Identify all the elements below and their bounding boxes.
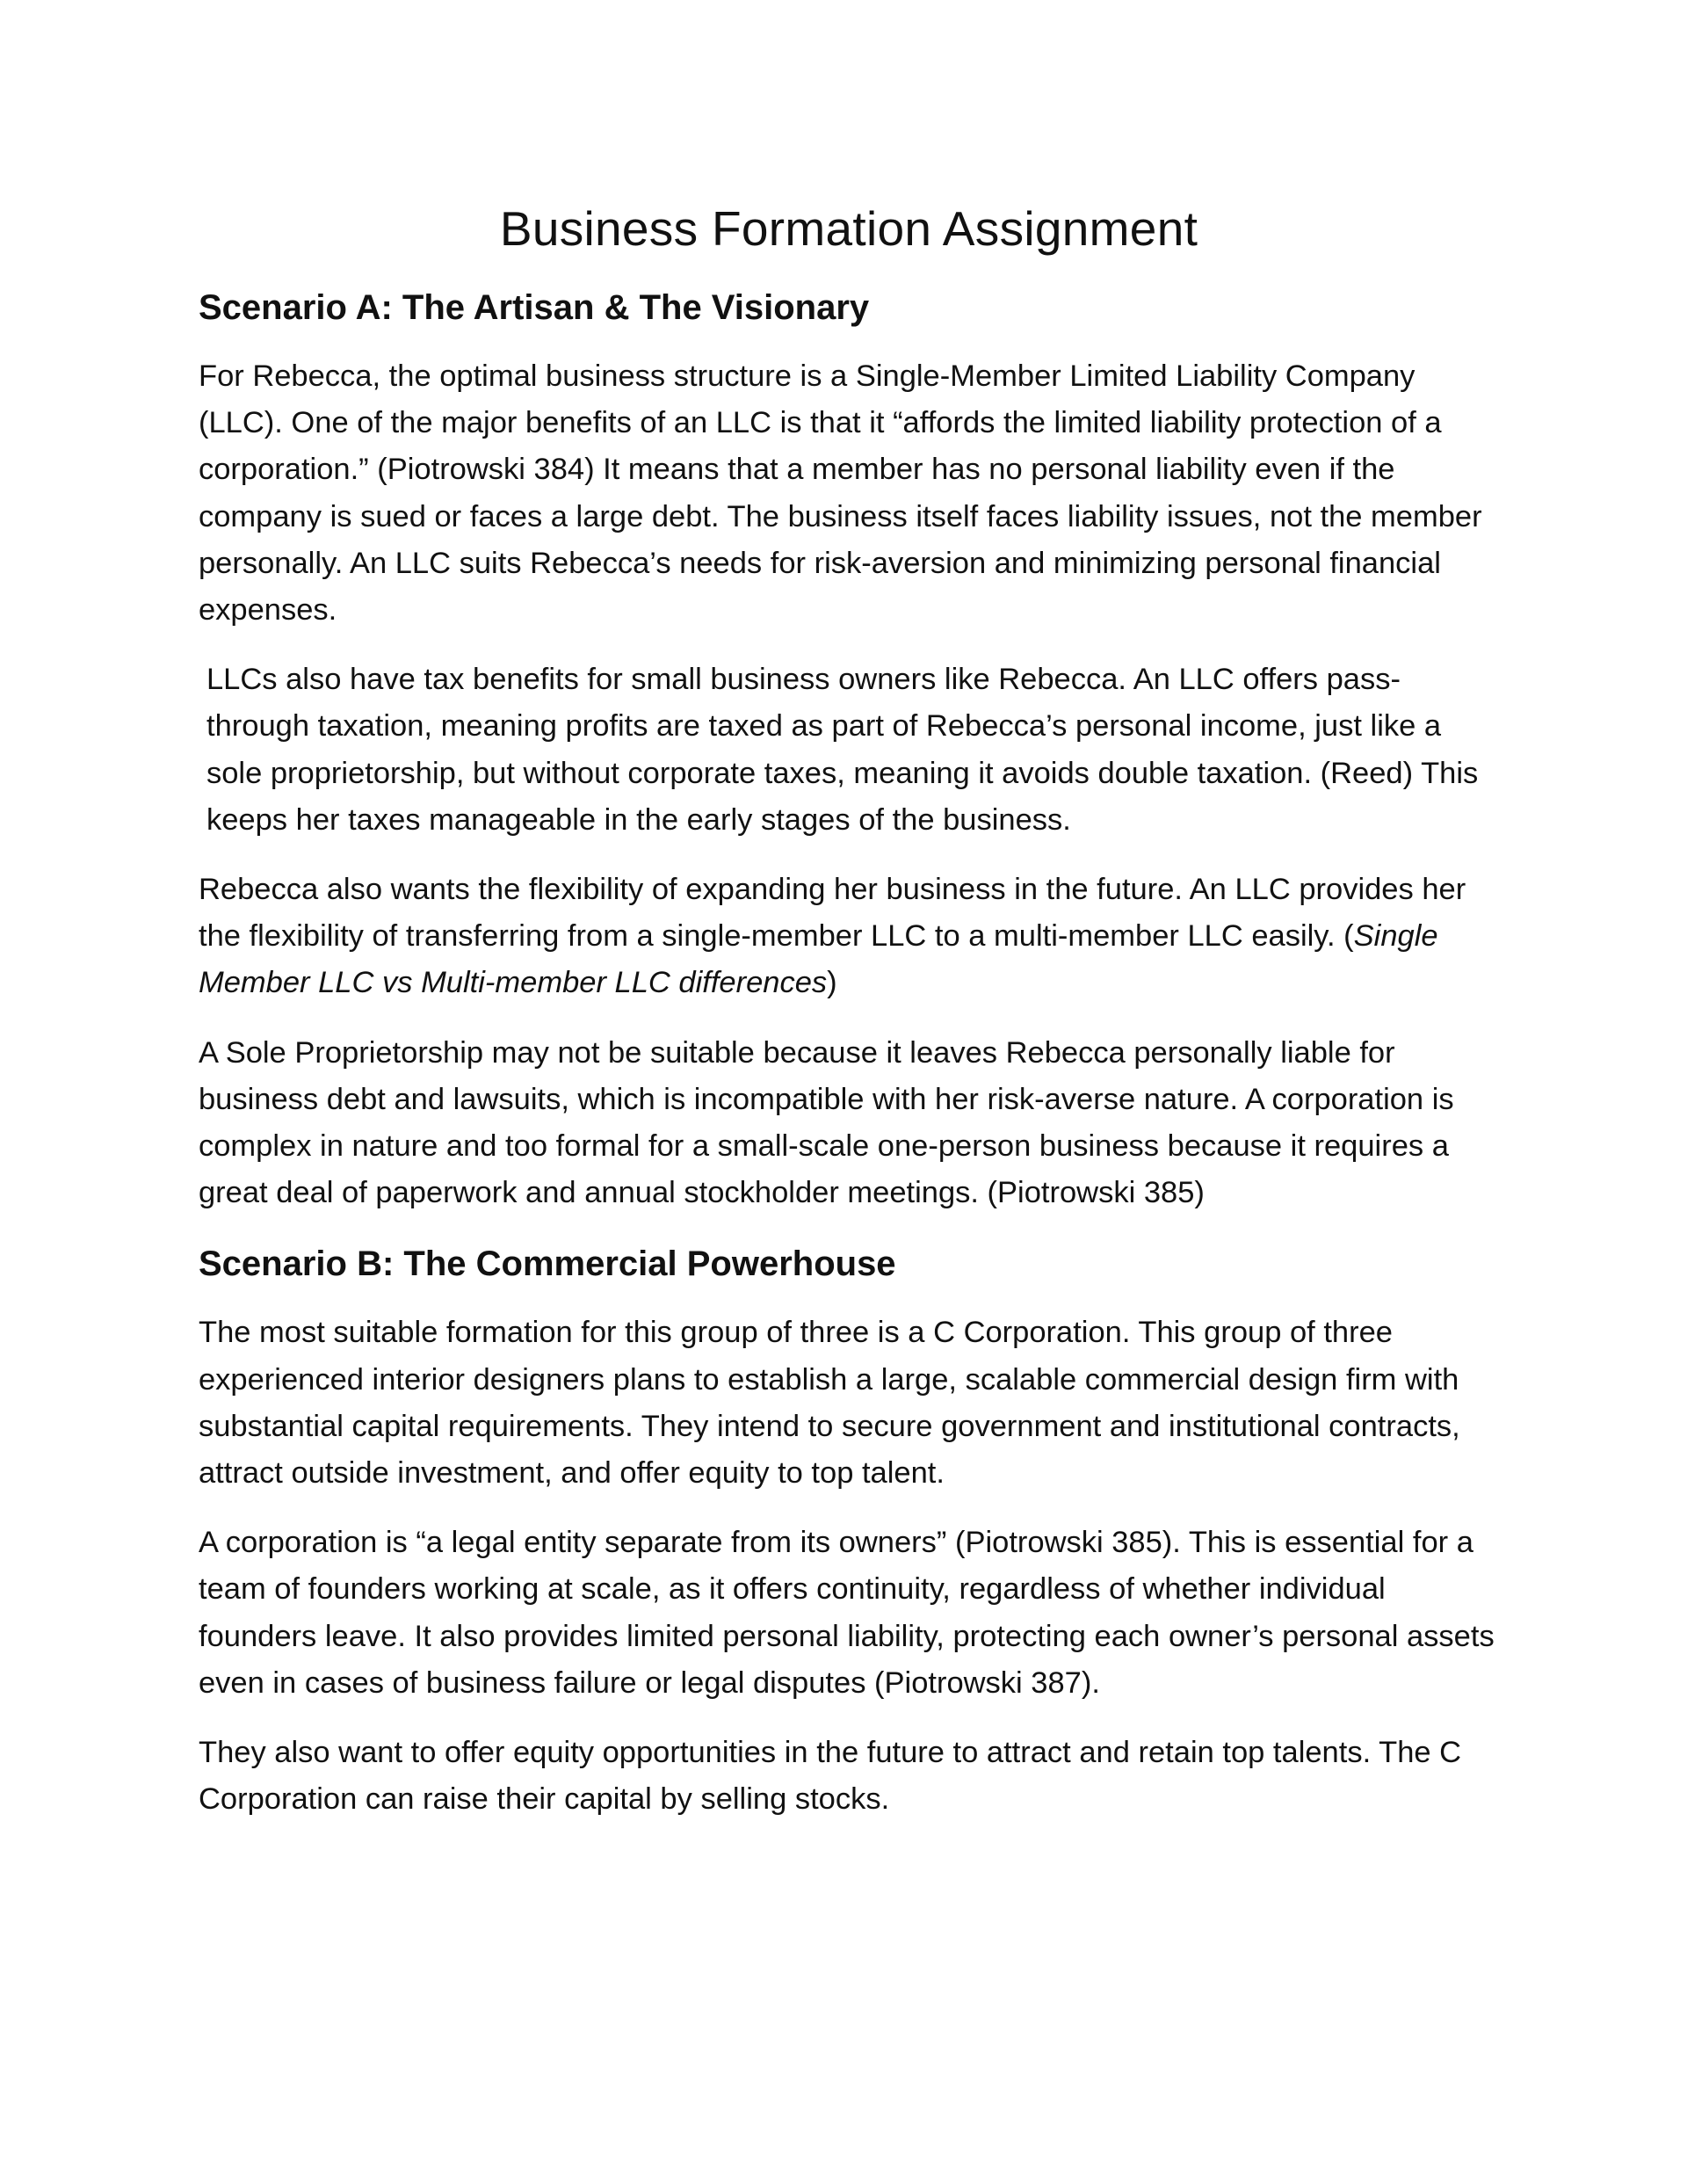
section-heading-scenario-a: Scenario A: The Artisan & The Visionary <box>199 288 870 327</box>
section-heading-scenario-b: Scenario B: The Commercial Powerhouse <box>199 1244 896 1284</box>
paragraph-alternatives: A Sole Proprietorship may not be suitable because it leaves Rebecca personally liable for business debt and lawsuits, which is incompatible with her risk-averse nature. A corporation is complex in nature and too formal for a small-scale one-person business because it requires a great deal of paperwork and annual stockholder meetings. (Piotrowski 385) <box>199 1035 1454 1210</box>
paragraph-text: Rebecca also wants the flexibility of expanding her business in the future. An LLC provides her the flexibility of transferring from a single-member LLC to a multi-member LLC easily. ( <box>199 873 1466 954</box>
document-title: Business Formation Assignment <box>499 201 1198 256</box>
citation-title: Single Member LLC vs Multi-member LLC differences <box>199 919 1438 1000</box>
paragraph-llc-flexibility <box>199 867 1499 1007</box>
paragraph-corporation-definition: A corporation is “a legal entity separate from its owners” (Piotrowski 385). This is essential for a team of founders working at scale, as it offers continuity, regardless of whether individual founders leave. It also provides limited personal liability, protecting each owner’s personal assets even in cases of business failure or legal disputes (Piotrowski 387). <box>199 1526 1495 1700</box>
paragraph-c-corp-overview: The most suitable formation for this group of three is a C Corporation. This group of three experienced interior designers plans to establish a large, scalable commercial design firm with substantial capital requirements. They intend to secure government and institutional contracts, attract outside investment, and offer equity to top talent. <box>199 1316 1460 1491</box>
paragraph-llc-tax-benefits: LLCs also have tax benefits for small business owners like Rebecca. An LLC offers pass-through taxation, meaning profits are taxed as part of Rebecca’s personal income, just like a sole proprietorship, but without corporate taxes, meaning it avoids double taxation. (Reed) This keeps her taxes manageable in the early stages of the business. <box>206 663 1479 837</box>
paragraph-text: ) <box>827 966 837 1000</box>
paragraph-equity: They also want to offer equity opportunities in the future to attract and retain top talents. The C Corporation can raise their capital by selling stocks. <box>199 1736 1462 1817</box>
paragraph-llc-overview: For Rebecca, the optimal business structure is a Single-Member Limited Liability Company (LLC). One of the major benefits of an LLC is that it “affords the limited liability protection of a corporation.” (Piotrowski 384) It means that a member has no personal liability even if the company is sued or faces a large debt. The business itself faces liability issues, not the member personally. An LLC suits Rebecca’s needs for risk-aversion and minimizing personal financial expenses. <box>199 359 1482 628</box>
document-body <box>199 193 1499 1846</box>
